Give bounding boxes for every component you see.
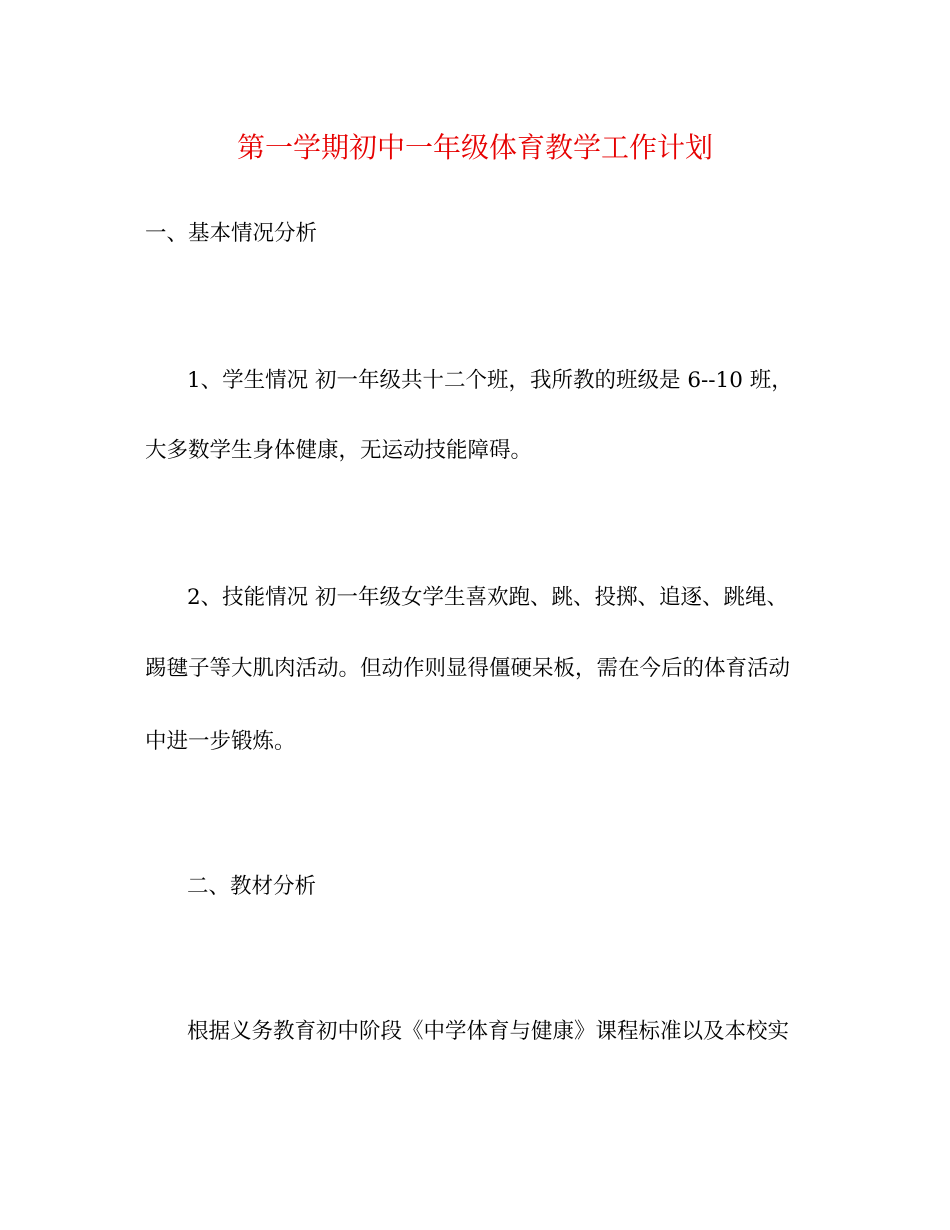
- paragraph-student-situation-line-2: 大多数学生身体健康，无运动技能障碍。: [145, 438, 533, 463]
- document-title: 第一学期初中一年级体育教学工作计划: [236, 131, 713, 164]
- paragraph-textbook-analysis-line-1: 根据义务教育初中阶段《中学体育与健康》课程标准以及本校实: [187, 1019, 790, 1044]
- section-heading-basic-situation: 一、基本情况分析: [145, 221, 318, 246]
- paragraph-student-situation-line-1: 1、学生情况 初一年级共十二个班，我所教的班级是 6--10 班，: [187, 368, 793, 393]
- section-heading-textbook-analysis: 二、教材分析: [187, 874, 317, 899]
- paragraph-skill-situation-line-1: 2、技能情况 初一年级女学生喜欢跑、跳、投掷、追逐、跳绳、: [187, 585, 789, 610]
- paragraph-skill-situation-line-3: 中进一步锻炼。: [145, 729, 296, 754]
- paragraph-skill-situation-line-2: 踢毽子等大肌肉活动。但动作则显得僵硬呆板，需在今后的体育活动: [145, 656, 791, 681]
